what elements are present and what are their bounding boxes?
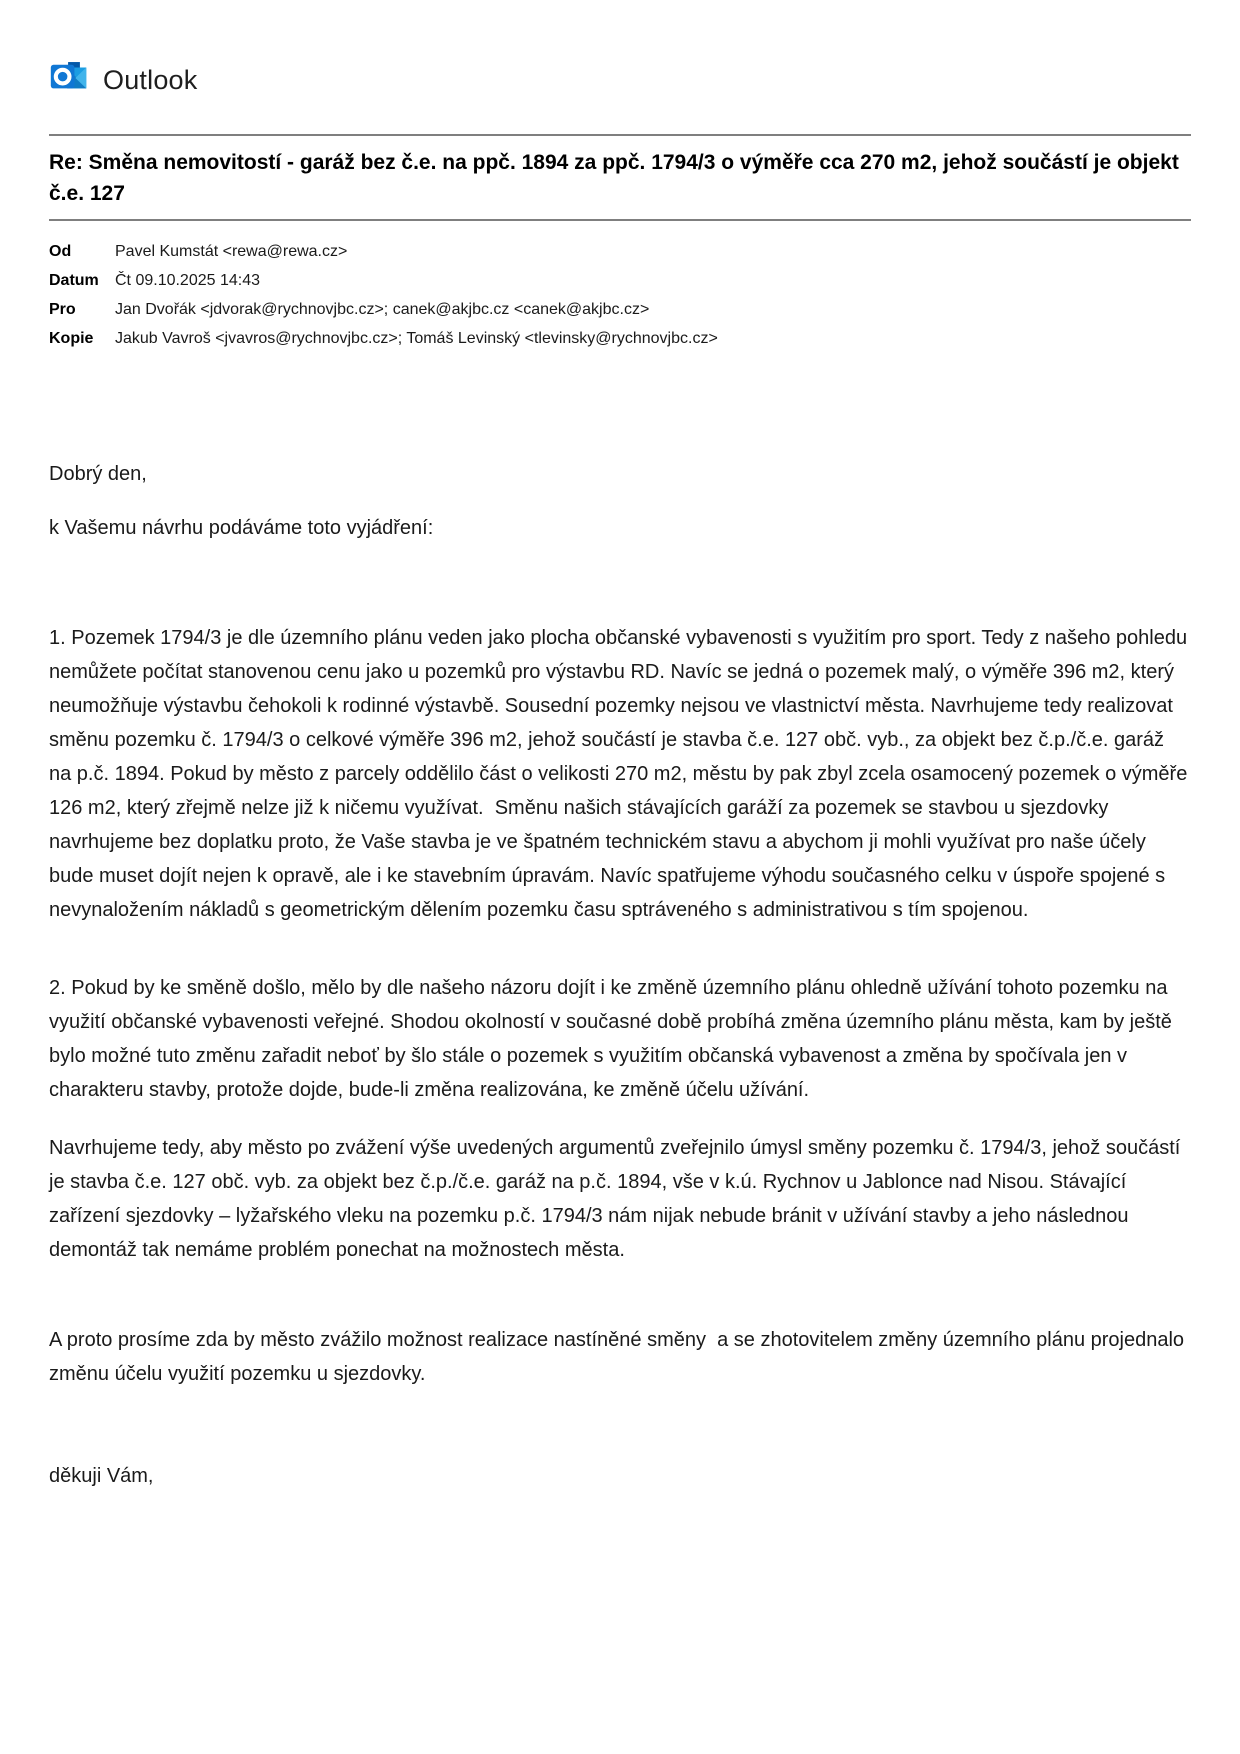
paragraph-4: A proto prosíme zda by město zvážilo možnost realizace nastíněné směny a se zhotovitelem změny územního plánu projednalo změnu účelu využití pozemku u sjezdovky.: [49, 1329, 1190, 1385]
cc-value: Jakub Vavroš <jvavros@rychnovjbc.cz>; Tomáš Levinský <tlevinsky@rychnovjbc.cz>: [115, 330, 718, 347]
to-label: Pro: [49, 301, 76, 318]
brand-header: [49, 60, 1191, 100]
from-value: Pavel Kumstát <rewa@rewa.cz>: [115, 243, 348, 260]
date-label: Datum: [49, 272, 99, 289]
paragraph-3: Navrhujeme tedy, aby město po zvážení výše uvedených argumentů zveřejnilo úmysl směny pozemku č. 1794/3, jehož součástí je stavba č.e. 127 obč. vyb. za objekt bez č.p./č.e. garáž na p.č. 1894, vše v k.ú. Rychnov u Jablonce nad Nisou. Stávající zařízení sjezdovky – lyžařského vleku na pozemku p.č. 1794/3 nám nijak nebude bránit v užívání stavby a jeho následnou demontáž tak nemáme problém ponechat na možnostech města.: [49, 1137, 1186, 1261]
divider-top: [49, 134, 1191, 136]
greeting-text: Dobrý den,: [49, 463, 147, 485]
paragraph-1: 1. Pozemek 1794/3 je dle územního plánu veden jako plocha občanské vybavenosti s využitím pro sport. Tedy z našeho pohledu nemůžete počítat stanovenou cenu jako u pozemků pro výstavbu RD. Navíc se jedná o pozemek malý, o výměře 396 m2, který neumožňuje výstavbu čehokoli k rodinné výstavbě. Sousední pozemky nejsou ve vlastnictví města. Navrhujeme tedy realizovat směnu pozemku č. 1794/3 o celkové výměře 396 m2, jehož součástí je stavba č.e. 127 obč. vyb., za objekt bez č.p./č.e. garáž na p.č. 1894. Pokud by město z parcely oddělilo část o velikosti 270 m2, městu by pak zbyl zcela osamocený pozemek o výměře 126 m2, který zřejmě nelze již k ničemu využívat. Směnu našich stávajících garáží za pozemek se stavbou u sjezdovky navrhujeme bez doplatku proto, že Vaše stavba je ve špatném technickém stavu a abychom ji mohli využívat pro naše účely bude muset dojít nejen k opravě, ale i ke stavebním úpravám. Navíc spatřujeme výhodu současného celku v úspoře spojené s nevynaložením nákladů s geometrickým dělením pozemku času sptráveného s administrativou s tím spojenou.: [49, 627, 1193, 921]
cc-label: Kopie: [49, 330, 94, 347]
email-meta: [49, 237, 1191, 353]
brand-name: Outlook: [103, 64, 198, 95]
email-body: [49, 457, 1191, 1493]
paragraph-2: 2. Pokud by ke směně došlo, mělo by dle našeho názoru dojít i ke změně územního plánu ohledně užívání tohoto pozemku na využití občanské vybavenosti veřejné. Shodou okolností v současné době probíhá změna územního plánu města, kam by ještě bylo možné tuto změnu zařadit neboť by šlo stále o pozemek s využitím občanská vybavenost a změna by spočívala jen v charakteru stavby, protože dojde, bude-li změna realizována, ke změně účelu užívání.: [49, 977, 1178, 1101]
date-value: Čt 09.10.2025 14:43: [115, 272, 261, 289]
to-value: Jan Dvořák <jdvorak@rychnovjbc.cz>; canek@akjbc.cz <canek@akjbc.cz>: [115, 301, 650, 318]
header-row-to: [49, 295, 1191, 324]
outlook-logo-icon: [49, 59, 89, 101]
header-row-from: [49, 237, 1191, 266]
from-label: Od: [49, 243, 72, 260]
email-subject: Re: Směna nemovitostí - garáž bez č.e. na ppč. 1894 za ppč. 1794/3 o výměře cca 270 m2, jehož součástí je objekt č.e. 127: [49, 151, 1179, 205]
closing-text: děkuji Vám,: [49, 1465, 154, 1487]
header-row-date: [49, 266, 1191, 295]
header-row-cc: [49, 324, 1191, 353]
divider-subject: [49, 219, 1191, 221]
intro-text: k Vašemu návrhu podáváme toto vyjádření:: [49, 517, 434, 539]
